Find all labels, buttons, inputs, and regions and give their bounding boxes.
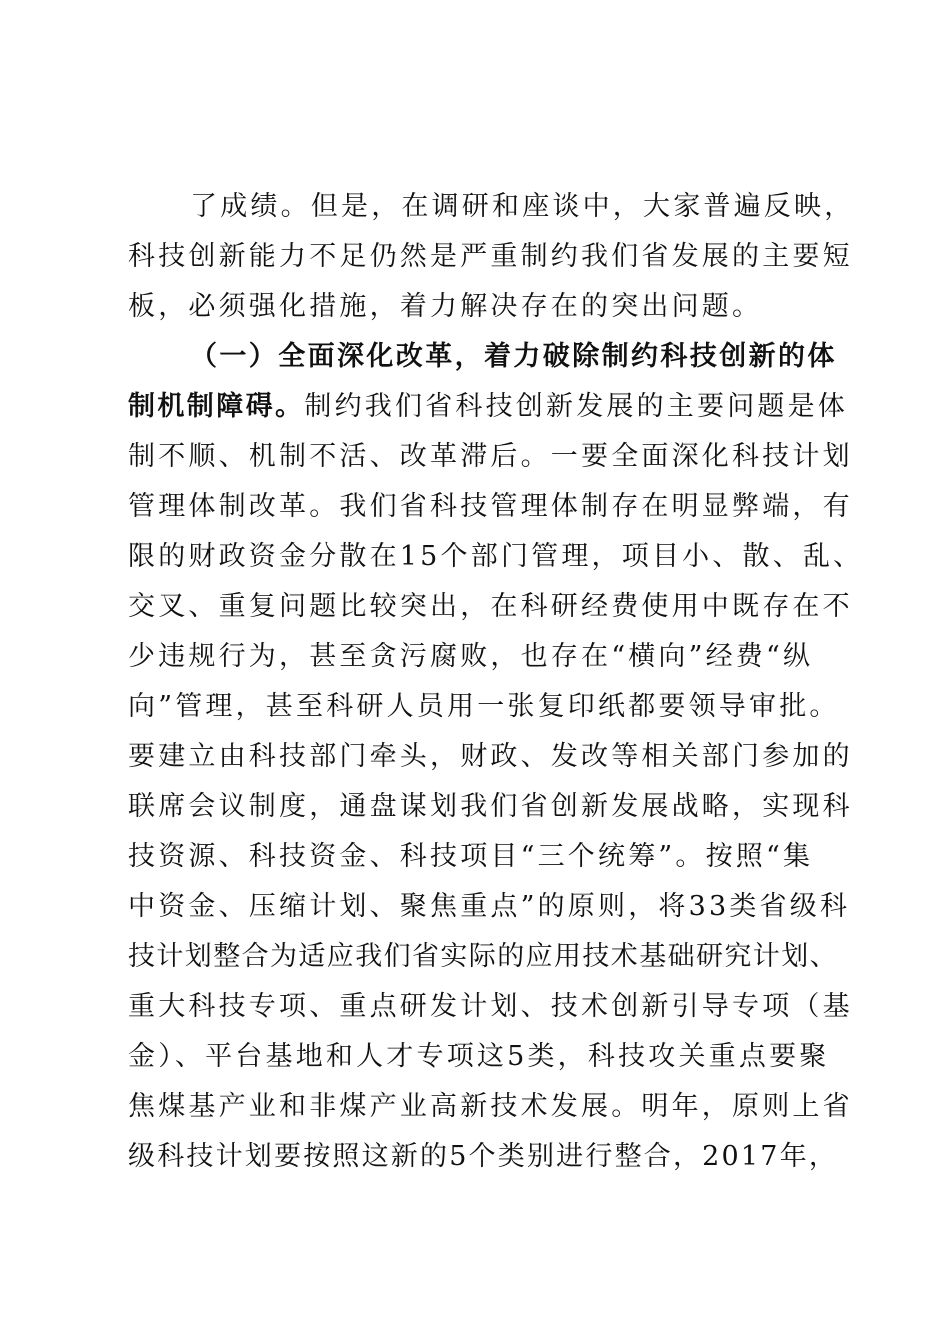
text-line: 技资源、科技资金、科技项目“三个统筹”。按照“集 bbox=[128, 841, 814, 872]
text-line: 焦煤基产业和非煤产业高新技术发展。明年，原则上省 bbox=[128, 1091, 853, 1122]
text-line: 联席会议制度，通盘谋划我们省创新发展战略，实现科 bbox=[128, 791, 853, 822]
text-line: 科技创新能力不足仍然是严重制约我们省发展的主要短 bbox=[128, 241, 853, 272]
text-line: 少违规行为，甚至贪污腐败，也存在“横向”经费“纵 bbox=[128, 641, 814, 672]
text-line: 金）、平台基地和人才专项这5类，科技攻关重点要聚 bbox=[128, 1041, 830, 1072]
text-line: 中资金、压缩计划、聚焦重点”的原则，将33类省级科 bbox=[128, 891, 851, 922]
text-line: 要建立由科技部门牵头，财政、发改等相关部门参加的 bbox=[128, 741, 853, 772]
section-heading: （一）全面深化改革，着力破除制约科技创新的体 bbox=[190, 341, 837, 372]
text-line: 管理体制改革。我们省科技管理体制存在明显弊端，有 bbox=[128, 491, 853, 522]
text-line: 制不顺、机制不活、改革滞后。一要全面深化科技计划 bbox=[128, 441, 853, 472]
text-line: 技计划整合为适应我们省实际的应用技术基础研究计划、 bbox=[128, 941, 838, 972]
text-line: 重大科技专项、重点研发计划、技术创新引导专项（基 bbox=[128, 991, 853, 1022]
text-line-mixed bbox=[128, 382, 848, 432]
text-line: 板，必须强化措施，着力解决存在的突出问题。 bbox=[128, 291, 763, 322]
text-line: 交叉、重复问题比较突出，在科研经费使用中既存在不 bbox=[128, 591, 853, 622]
section-heading-continued: 制机制障碍。 bbox=[128, 391, 305, 422]
text-line: 了成绩。但是，在调研和座谈中，大家普遍反映， bbox=[190, 191, 855, 222]
text-line: 限的财政资金分散在15个部门管理，项目小、散、乱、 bbox=[128, 541, 864, 572]
text-span: 制约我们省科技创新发展的主要问题是体 bbox=[304, 391, 849, 422]
text-line: 级科技计划要按照这新的5个类别进行整合，2017年， bbox=[128, 1141, 839, 1172]
text-line: 向”管理，甚至科研人员用一张复印纸都要领导审批。 bbox=[128, 691, 840, 722]
